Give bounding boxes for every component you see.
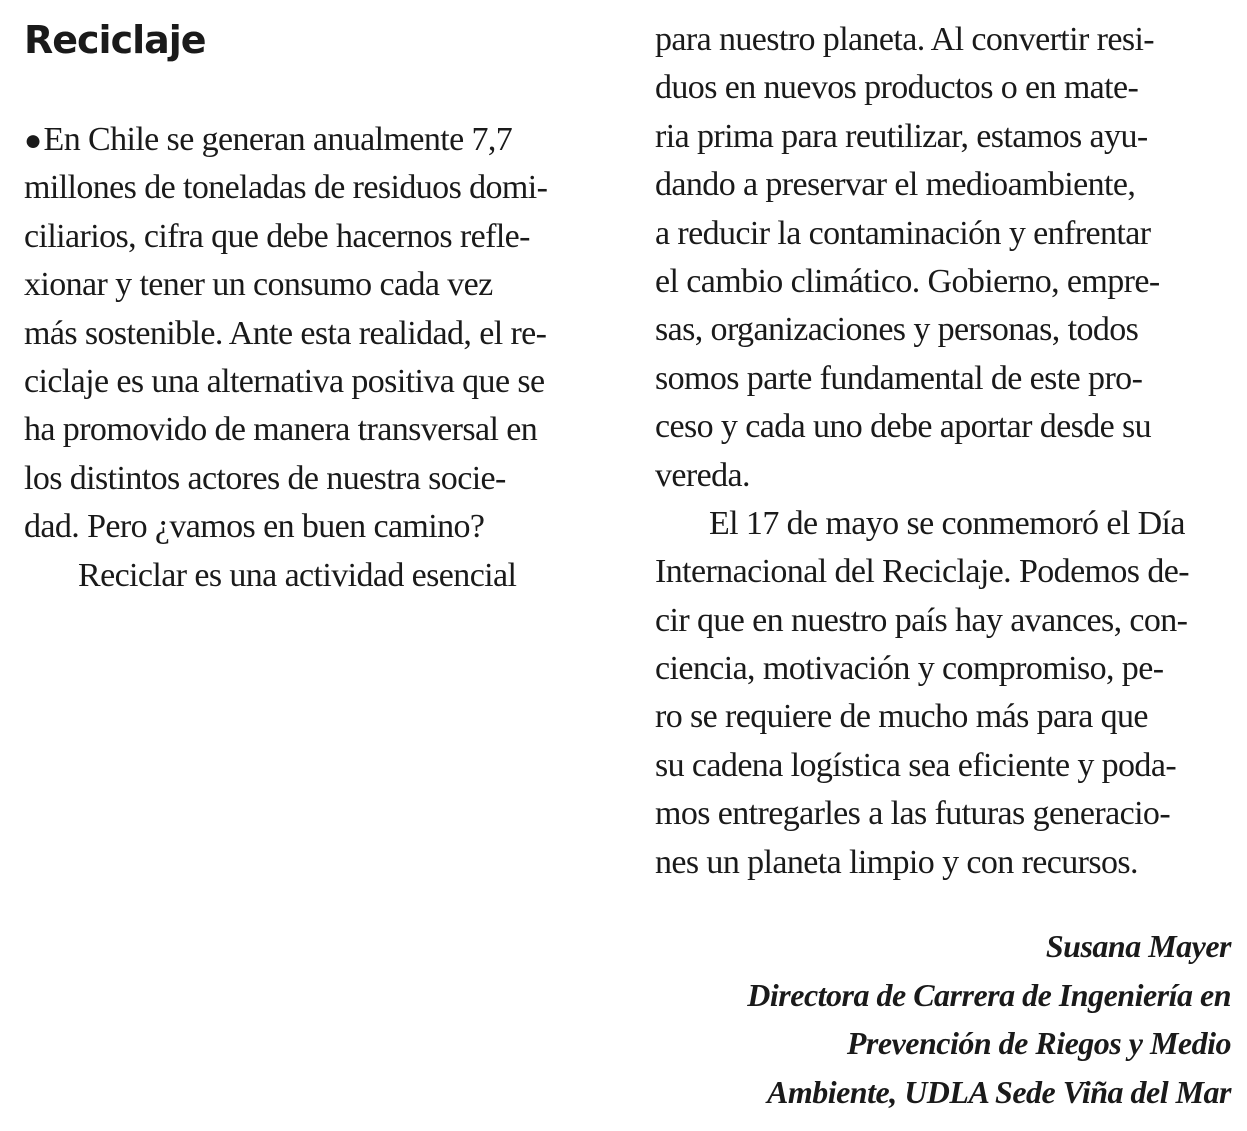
right-column (655, 16, 1231, 887)
text-line: Reciclar es una actividad esencial (78, 556, 517, 594)
text-line: ro se requiere de mucho más para que (655, 698, 1148, 736)
text-line: a reducir la contaminación y enfrentar (655, 214, 1151, 252)
text-line: millones de toneladas de residuos domi- (24, 169, 548, 207)
text-line: ria prima para reutilizar, estamos ayu- (655, 117, 1148, 155)
text-line: Internacional del Reciclaje. Podemos de- (655, 553, 1189, 591)
author-signature (611, 922, 1231, 1116)
text-line: más sostenible. Ante esta realidad, el re- (24, 314, 547, 352)
text-line: dando a preservar el medioambiente, (655, 166, 1136, 204)
author-affiliation: Ambiente, UDLA Sede Viña del Mar (766, 1073, 1231, 1110)
text-line: para nuestro planeta. Al convertir resi- (655, 21, 1155, 58)
text-line: su cadena logística sea eficiente y poda- (655, 746, 1177, 784)
text-line: xionar y tener un consumo cada vez (24, 266, 493, 304)
text-line: ciliarios, cifra que debe hacernos refle- (24, 217, 530, 255)
left-column (24, 116, 600, 600)
text-line: el cambio climático. Gobierno, empre- (655, 262, 1160, 300)
text-line: dad. Pero ¿vamos en buen camino? (24, 508, 485, 546)
author-role: Prevención de Riegos y Medio (846, 1025, 1231, 1061)
article-title: Reciclaje (24, 18, 206, 62)
text-line: nes un planeta limpio y con recursos. (655, 843, 1138, 881)
text-line: los distintos actores de nuestra socie- (24, 459, 506, 497)
author-name: Susana Mayer (1045, 928, 1231, 964)
text-line: ha promovido de manera transversal en (24, 411, 538, 449)
text-line: sas, organizaciones y personas, todos (655, 311, 1139, 349)
text-line: ciencia, motivación y compromiso, pe- (655, 650, 1164, 688)
text-line: mos entregarles a las futuras generacio- (655, 795, 1171, 833)
text-line: cir que en nuestro país hay avances, con- (655, 601, 1188, 639)
text-line: vereda. (655, 456, 750, 494)
bullet-icon: ● (24, 124, 42, 157)
text-line: somos parte fundamental de este pro- (655, 359, 1143, 397)
text-line: El 17 de mayo se conmemoró el Día (709, 504, 1185, 542)
text-line: duos en nuevos productos o en mate- (655, 69, 1139, 107)
author-role: Directora de Carrera de Ingeniería en (747, 976, 1231, 1013)
text-line: ●En Chile se generan anualmente 7,7 (24, 121, 513, 158)
text-line: ceso y cada uno debe aportar desde su (655, 408, 1152, 446)
text-line: ciclaje es una alternativa positiva que se (24, 362, 545, 400)
